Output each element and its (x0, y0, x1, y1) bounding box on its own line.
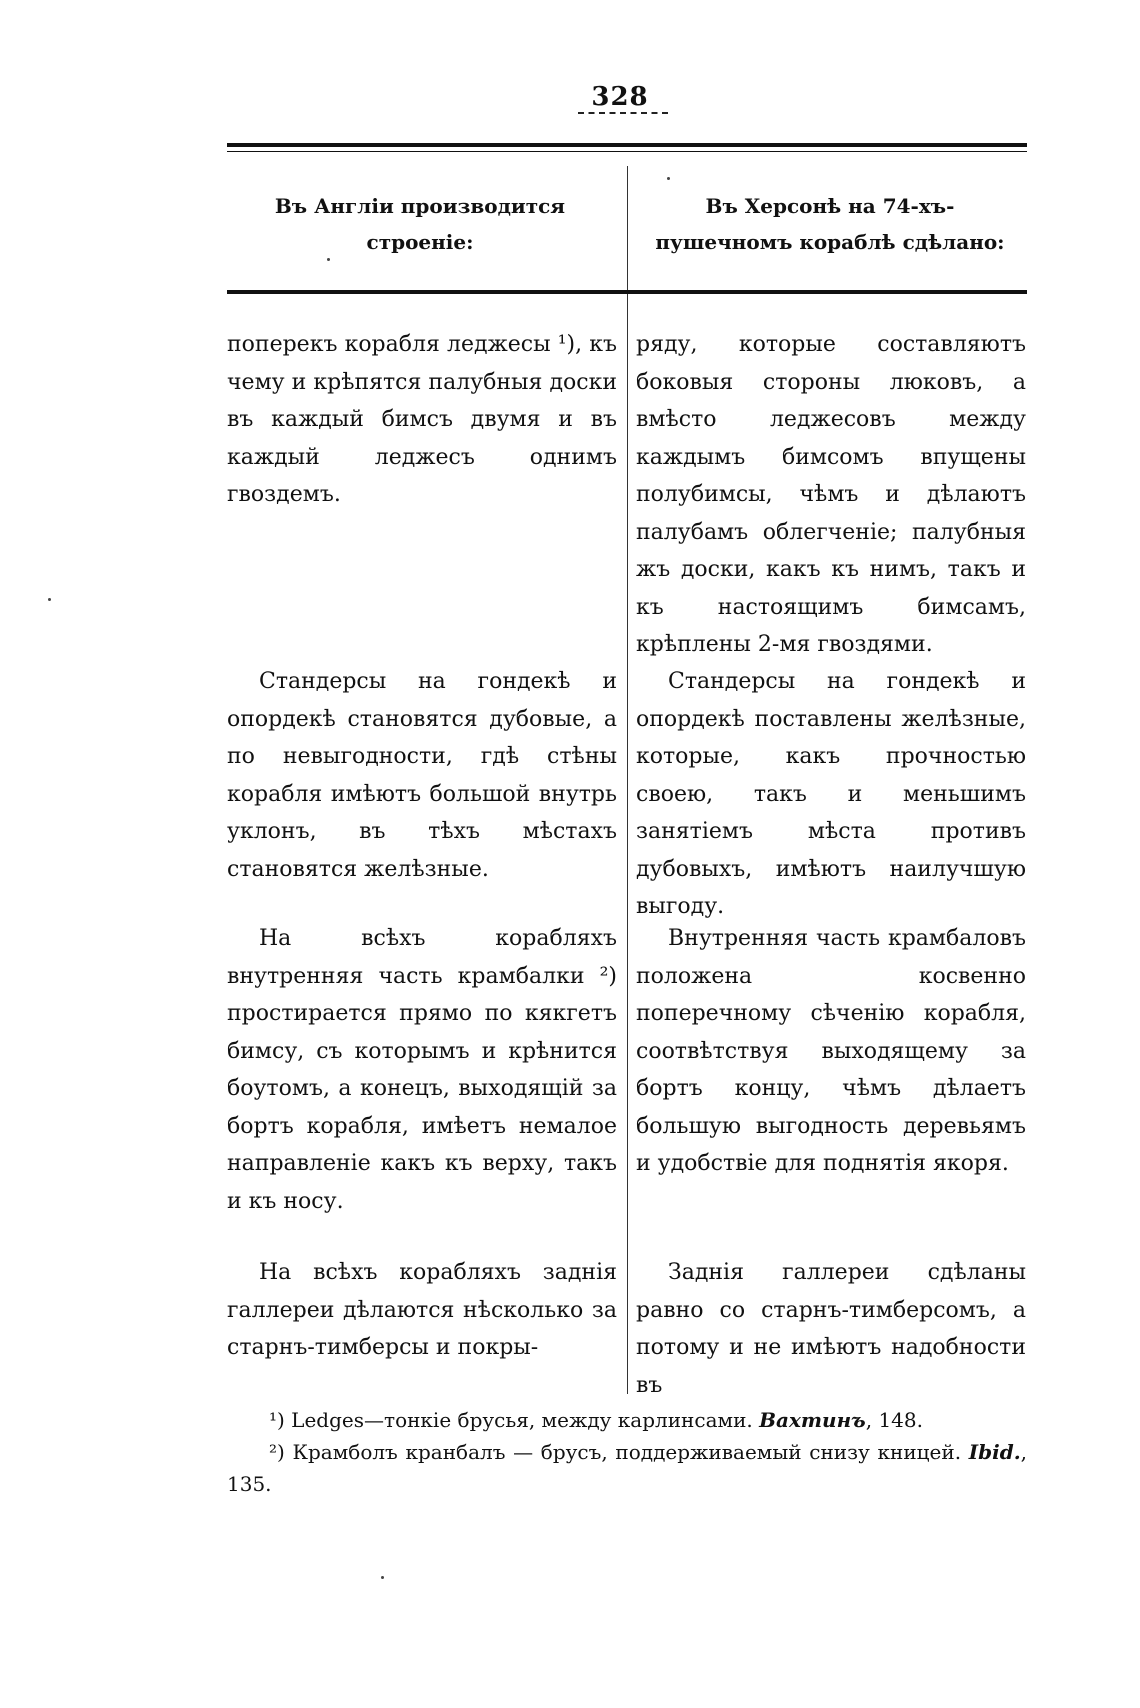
right-paragraph-2: Стандерсы на гондекѣ и опордекѣ поставлены желѣзные, которые, какъ прочностью своею, такъ и меньшимъ занятіемъ мѣста противъ дубовыхъ, имѣютъ наилучшую выгоду. (636, 669, 1026, 919)
column-divider (627, 166, 628, 1394)
scan-speck (381, 1576, 384, 1579)
scan-speck (48, 598, 51, 601)
scan-speck (327, 258, 330, 261)
footnote-2-source: Ibid. (968, 1440, 1021, 1464)
scan-speck (667, 177, 670, 180)
left-paragraph-4: На всѣхъ корабляхъ заднія галлереи дѣлаются нѣсколько за старнъ-тимберсы и покры- (227, 1260, 617, 1360)
right-paragraph-1: ряду, которые составляютъ боковыя стороны люковъ, а вмѣсто леджесовъ между каждымъ бимсомъ впущены полубимсы, чѣмъ и дѣлаютъ палубамъ облегченіе; палубныя жъ доски, какъ къ нимъ, такъ и къ настоящимъ бимсамъ, крѣплены 2-мя гвоздями. (636, 332, 1026, 657)
heading-rule (227, 290, 1027, 294)
top-rule-thin (227, 151, 1027, 152)
right-paragraph-3: Внутренняя часть крамбаловъ положена косвенно поперечному сѣченію корабля, соотвѣтствуя выходящему за бортъ концу, чѣмъ дѣлаетъ большую выгодность деревьямъ и удобствіе для поднятія якоря. (636, 926, 1026, 1176)
left-paragraph-1: поперекъ корабля леджесы ¹), къ чему и крѣпятся палубныя доски въ каждый бимсъ двумя и въ каждый леджесъ однимъ гвоздемъ. (227, 332, 617, 507)
footnote-1-page: , 148. (865, 1408, 923, 1432)
page-number: 328 (591, 82, 649, 112)
left-column-heading: Въ Англіи производится строеніе: (274, 194, 566, 254)
top-rule-thick (227, 143, 1027, 147)
footnote-1-text: ¹) Ledges—тонкіе брусья, между карлинсами. (269, 1408, 753, 1432)
left-paragraph-2: Стандерсы на гондекѣ и опордекѣ становятся дубовые, а по невыгодности, гдѣ стѣны корабля имѣютъ большой внутрь уклонъ, въ тѣхъ мѣстахъ становятся желѣзные. (227, 669, 617, 882)
right-paragraph-4: Заднія галлереи сдѣланы равно со старнъ-тимберсомъ, а потому и не имѣютъ надобности въ (636, 1260, 1026, 1398)
footnote-2 (227, 1436, 1027, 1500)
left-paragraph-3: На всѣхъ корабляхъ внутренняя часть крамбалки ²) простирается прямо по кякгетъ бимсу, съ которымъ и крѣнится боутомъ, а конецъ, выходящій за бортъ корабля, имѣетъ немалое направленіе какъ къ верху, такъ и къ носу. (227, 926, 617, 1214)
footnote-1-source: Вахтинъ (759, 1408, 866, 1432)
footnote-2-page: , 135. (227, 1440, 1028, 1496)
page-number-underline (578, 112, 668, 114)
footnote-1 (227, 1404, 1027, 1436)
footnote-2-text: ²) Крамболъ кранбалъ — брусъ, поддерживаемый снизу кницей. (269, 1440, 962, 1464)
footnotes (227, 1404, 1027, 1500)
right-column-heading: Въ Херсонѣ на 74-хъ-пушечномъ кораблѣ сдѣлано: (655, 194, 1005, 254)
